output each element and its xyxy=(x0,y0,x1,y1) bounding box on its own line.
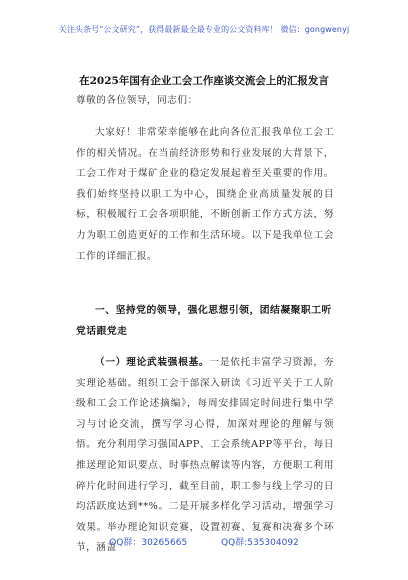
footer-contact xyxy=(0,535,408,548)
subsection-text: 一是依托丰富学习资源，夯实理论基础。组织工会干部深入研读《习近平关于工人阶级和工会工作论述摘编》，每周安排固定时间进行集中学习与讨论交流，撰写学习心得，加深对理论的理解与领悟。充分利用学习强国APP、工会系统APP等平台，每日推送理论知识要点、时事热点解读等内容，方便职工利用碎片化时间进行学习，截至目前，职工参与线上学习的日均活跃度达到**%。二是开展多样化学习活动，增强学习效果。举办理论知识竞赛，设置初赛、复赛和决赛多个环节，涵盖 xyxy=(76,357,334,554)
footer-qq-group-1: QQ群：30265665 xyxy=(109,538,188,548)
salutation: 尊敬的各位领导，同志们： xyxy=(76,95,198,106)
opening-paragraph: 大家好！非常荣幸能够在此向各位汇报我单位工会工作的相关情况。在当前经济形势和行业发展的大背景下，工会工作对于煤矿企业的稳定发展起着至关重要的作用。我们始终坚持以职工为中心，围绕企业高质量发展的目标，积极履行工会各项职能，不断创新工作方式方法，努力为职工创造更好的工作和生活环境。以下是我单位工会工作的详细汇报。 xyxy=(76,127,334,262)
subsection-paragraph-1 xyxy=(76,353,334,559)
document-title: 在2025年国有企业工会工作座谈交流会上的汇报发言 xyxy=(79,75,329,87)
section-heading-1: 一、坚持党的领导，强化思想引领，团结凝聚职工听党话跟党走 xyxy=(76,305,332,337)
header-promo-note: 关注头条号“公文研究”，获得最新最全最专业的公文资料库！ 微信：gongwenyj xyxy=(58,25,350,34)
footer-qq-group-2: QQ群:535304092 xyxy=(221,538,299,548)
subsection-label: （一）理论武装强根基。 xyxy=(95,357,210,368)
